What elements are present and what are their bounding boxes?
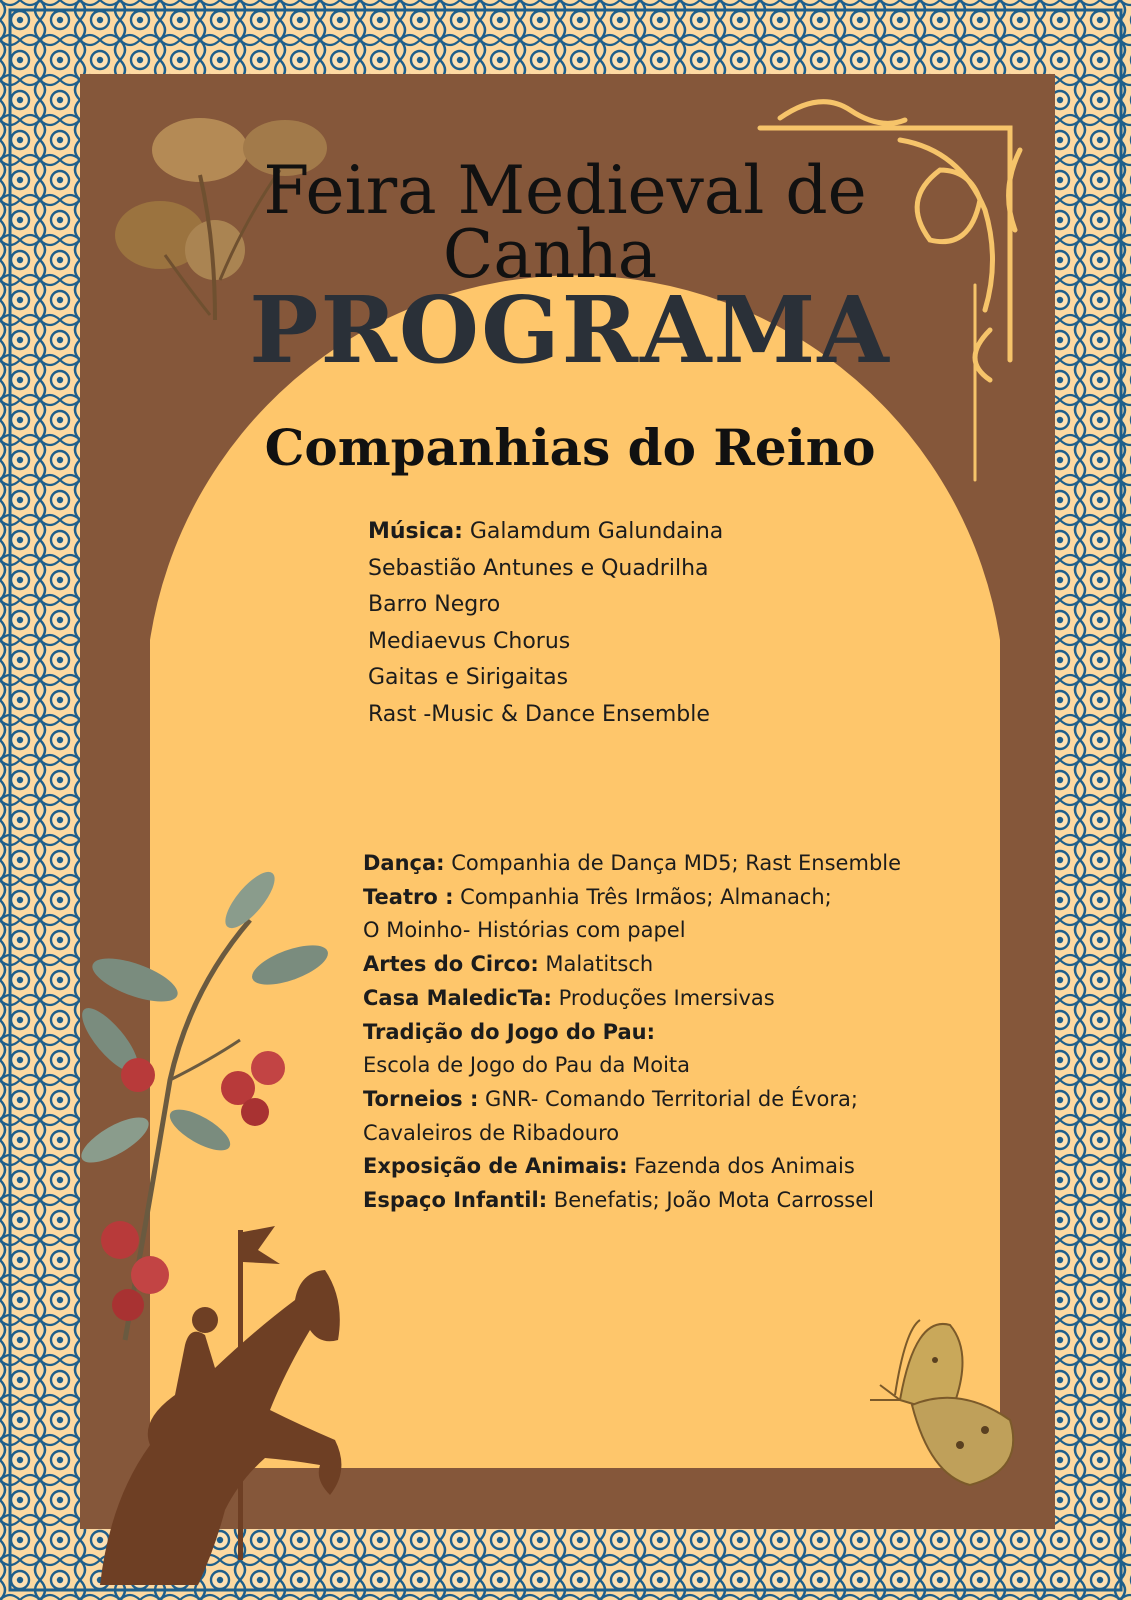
jogo-line-cont: Escola de Jogo do Pau da Moita [363,1053,691,1078]
companies-list [363,847,901,1218]
teatro-line: Teatro : Companhia Três Irmãos; Almanach; [363,884,832,909]
music-line-5: Gaitas e Sirigaitas [368,665,569,690]
music-label: Música: [368,519,463,544]
programa-heading: PROGRAMA [249,276,891,384]
torneios-line-cont: Cavaleiros de Ribadouro [363,1120,620,1145]
danca-line: Dança: Companhia de Dança MD5; Rast Ensemble [363,851,902,875]
music-line-1: Música: Galamdum Galundaina [368,519,724,544]
title-line-2: Canha [442,216,658,293]
music-list [368,514,723,733]
circo-line: Artes do Circo: Malatitsch [363,952,654,977]
music-line-4: Mediaevus Chorus [368,628,571,654]
infantil-line: Espaço Infantil: Benefatis; João Mota Carrossel [363,1188,874,1213]
teatro-line-cont: O Moinho- Histórias com papel [363,918,686,943]
music-line-3: Barro Negro [368,592,501,617]
casa-line: Casa MaledicTa: Produções Imersivas [363,985,775,1010]
subtitle: Companhias do Reino [264,418,876,477]
music-line-2: Sebastião Antunes e Quadrilha [368,555,709,581]
title-line-1: Feira Medieval de [263,152,867,229]
torneios-line: Torneios : GNR- Comando Territorial de Évora; [363,1086,858,1111]
exposicao-line: Exposição de Animais: Fazenda dos Animais [363,1154,855,1179]
music-line-6: Rast -Music & Dance Ensemble [368,701,710,727]
jogo-line: Tradição do Jogo do Pau: [363,1019,656,1044]
